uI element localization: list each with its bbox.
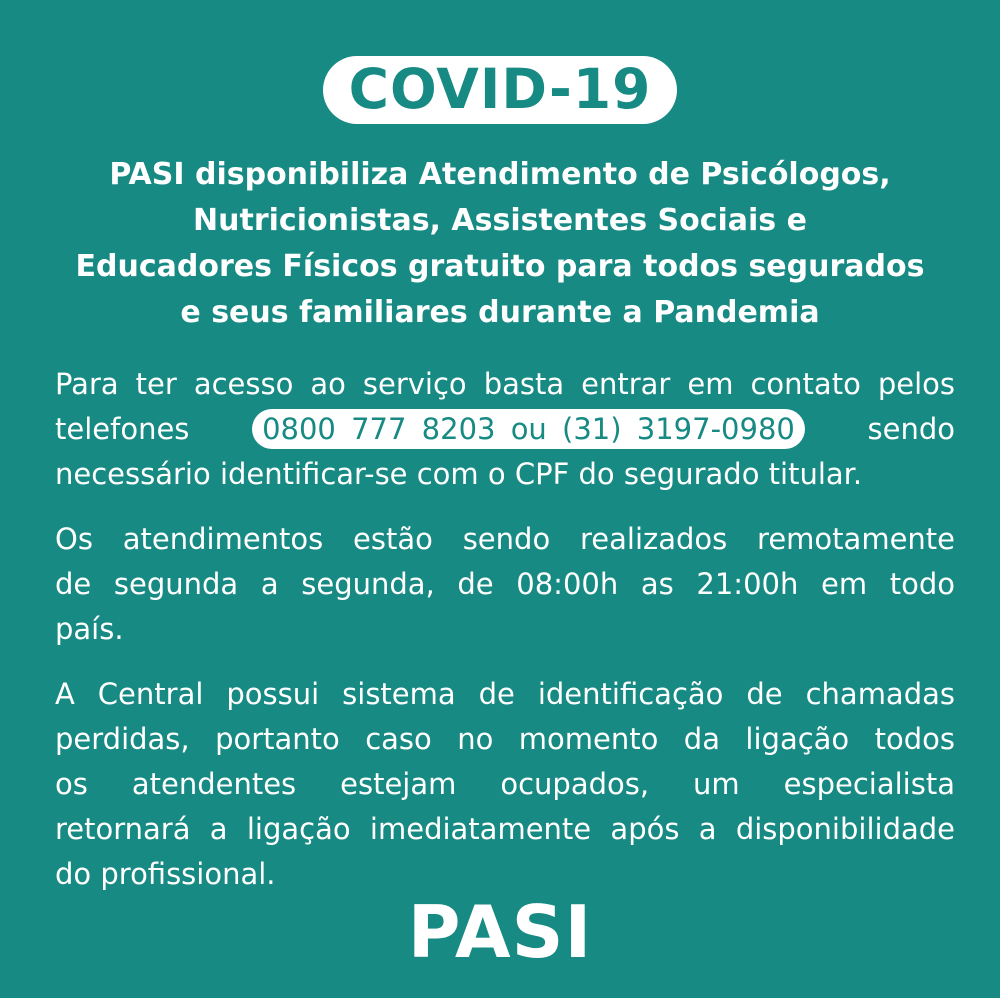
schedule-paragraph	[55, 517, 955, 652]
phone-numbers-badge: 0800 777 8203 ou (31) 3197-0980	[252, 409, 805, 449]
headline-line: PASI disponibiliza Atendimento de Psicólogos,	[109, 157, 891, 192]
phone-suffix: sendo	[867, 412, 956, 446]
callback-paragraph	[55, 672, 955, 897]
paragraph-line: de segunda a segunda, de 08:00h as 21:00h em todo	[55, 567, 955, 601]
phone-prefix: telefones	[55, 412, 190, 446]
paragraph-line: necessário identificar-se com o CPF do segurado titular.	[55, 457, 863, 491]
paragraph-line: A Central possui sistema de identificação de chamadas	[55, 677, 955, 711]
headline-line: Educadores Físicos gratuito para todos segurados	[75, 249, 925, 284]
covid-badge-wrap	[0, 56, 1000, 124]
paragraph-line: Para ter acesso ao serviço basta entrar em contato pelos	[55, 367, 955, 401]
phone-line	[55, 407, 955, 452]
headline-line: e seus familiares durante a Pandemia	[180, 295, 820, 330]
headline-line: Nutricionistas, Assistentes Sociais e	[193, 203, 807, 238]
paragraph-line: país.	[55, 612, 124, 646]
paragraph-line: perdidas, portanto caso no momento da ligação todos	[55, 722, 955, 756]
headline	[40, 152, 960, 336]
paragraph-line: os atendentes estejam ocupados, um especialista	[55, 767, 955, 801]
pasi-logo: PASI	[407, 890, 593, 974]
paragraph-line: do profissional.	[55, 857, 276, 891]
paragraph-line: retornará a ligação imediatamente após a disponibilidade	[55, 812, 955, 846]
paragraph-line: Os atendimentos estão sendo realizados remotamente	[55, 522, 955, 556]
covid-19-badge: COVID-19	[323, 56, 678, 124]
access-paragraph	[55, 362, 955, 497]
